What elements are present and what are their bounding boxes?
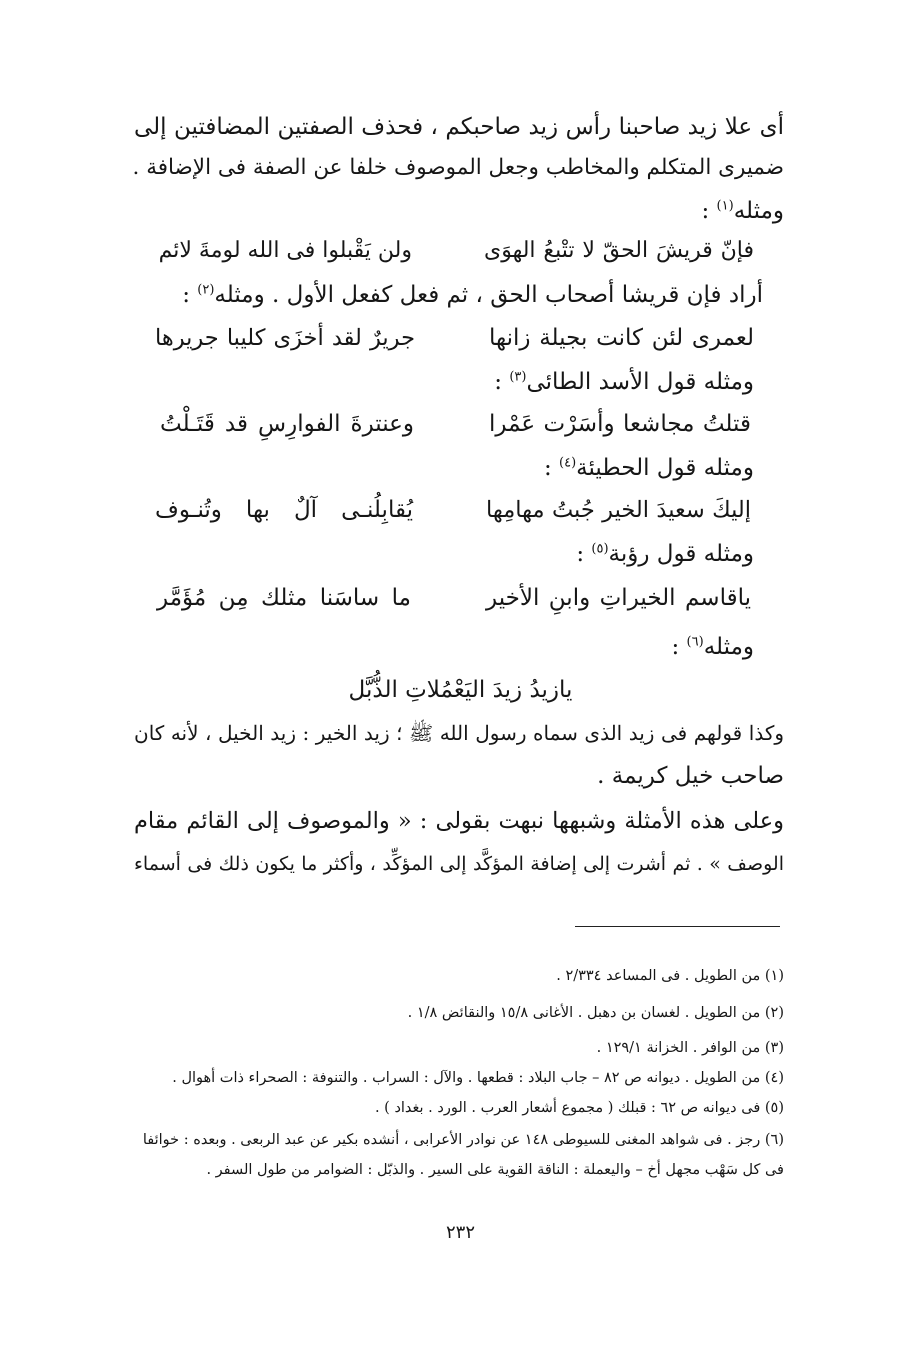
paragraph-line: صاحب خيل كريمة . [597, 763, 784, 789]
paragraph-line: أى علا زيد صاحبنا رأس زيد صاحبكم ، فحذف الصفتين المضافتين إلى [134, 114, 784, 140]
paragraph-line: الوصف » . ثم أشرت إلى إضافة المؤكَّد إلى المؤكِّد ، وأكثر ما يكون ذلك فى أسماء [134, 853, 784, 875]
text: ومثله [733, 198, 784, 224]
footnote-separator [575, 926, 780, 927]
footnote: (٦) رجز . فى شواهد المغنى للسيوطى ١٤٨ عن نوادر الأعرابى ، أنشده بكير عن عبد الربعى . وبعده : خوائفا [142, 1132, 784, 1148]
verse-hemistich-right: إليكَ سعيدَ الخير جُبتُ مهامِها [486, 497, 751, 523]
verse-hemistich-left: يُقابِلُنـى آلٌ بها وتُنـوف [155, 497, 413, 523]
verse-hemistich-left: ولن يَقْبلوا فى الله لومةَ لائم [158, 238, 412, 263]
verse-hemistich-left: جريرٌ لقد أخزَى كليبا جريرها [155, 325, 415, 351]
text: : [494, 369, 510, 395]
footnote-ref: (١) [716, 198, 734, 214]
verse-hemistich-right: لعمرى لئن كانت بجيلة زانها [489, 325, 754, 351]
verse-center: يازيدُ زيدَ اليَعْمُلاتِ الذُّبَّل [348, 677, 573, 703]
paragraph-line [494, 367, 754, 397]
text: ومثله قول رؤبة [608, 541, 754, 567]
verse-hemistich-right: قتلتُ مجاشعا وأسَرْت عَمْرا [489, 411, 751, 437]
footnote-ref: (٥) [591, 541, 609, 557]
verse-hemistich-left: وعنترةَ الفوارِسِ قد قَتَـلْتُ [160, 411, 414, 437]
footnote-ref: (٤) [559, 455, 577, 471]
footnote-ref: (٦) [686, 634, 704, 650]
footnote-ref: (٢) [197, 282, 215, 298]
text: : [576, 541, 592, 567]
text: ومثله قول الأسد الطائى [526, 369, 754, 395]
footnote-ref: (٣) [509, 369, 527, 385]
paragraph-line [671, 632, 754, 662]
paragraph-line: وكذا قولهم فى زيد الذى سماه رسول الله ﷺ ؛ زيد الخير : زيد الخيل ، لأنه كان [134, 721, 784, 745]
paragraph-line [701, 196, 784, 226]
verse-hemistich-left: ما ساسَنا مثلك مِن مُؤَمَّر [157, 585, 411, 611]
text: : [543, 455, 559, 481]
footnote: (٢) من الطويل . لغسان بن دهبل . الأغانى ١٥/٨ والنقائض ١/٨ . [407, 1005, 784, 1021]
text: ومثله [703, 634, 754, 660]
text: : [701, 198, 717, 224]
paragraph-line [576, 539, 754, 569]
footnote: (٤) من الطويل . ديوانه ص ٨٢ – جاب البلاد : قطعها . والآل : السراب . والتنوفة : الصحراء ذات أهوال . [172, 1070, 784, 1086]
footnote: (١) من الطويل . فى المساعد ٢/٣٣٤ . [556, 968, 784, 984]
text: : [182, 282, 198, 308]
paragraph-line [182, 280, 763, 310]
paragraph-line [544, 453, 754, 483]
text: : [671, 634, 687, 660]
text: أراد فإن قريشا أصحاب الحق ، ثم فعل كفعل الأول . ومثله [214, 282, 763, 308]
footnote: فى كل سَهْب مجهل أخ – واليعملة : الناقة القوية على السير . والذبّل : الضوامر من طول السفر . [206, 1162, 784, 1178]
page-number: ٢٣٢ [445, 1222, 475, 1243]
paragraph-line: وعلى هذه الأمثلة وشبهها نبهت بقولى : « والموصوف إلى القائم مقام [134, 808, 784, 834]
verse-hemistich-right: ياقاسم الخيراتِ وابنِ الأخير [486, 585, 751, 611]
footnote: (٥) فى ديوانه ص ٦٢ : قبلك ( مجموع أشعار العرب . الورد . بغداد ) . [374, 1100, 784, 1116]
text: ومثله قول الحطيئة [576, 455, 754, 481]
verse-hemistich-right: فإنّ قريشَ الحقّ لا تتْبعُ الهوَى [484, 238, 754, 263]
paragraph-line: ضميرى المتكلم والمخاطب وجعل الموصوف خلفا عن الصفة فى الإضافة . [132, 155, 784, 180]
footnote: (٣) من الوافر . الخزانة ١٢٩/١ . [596, 1040, 784, 1056]
